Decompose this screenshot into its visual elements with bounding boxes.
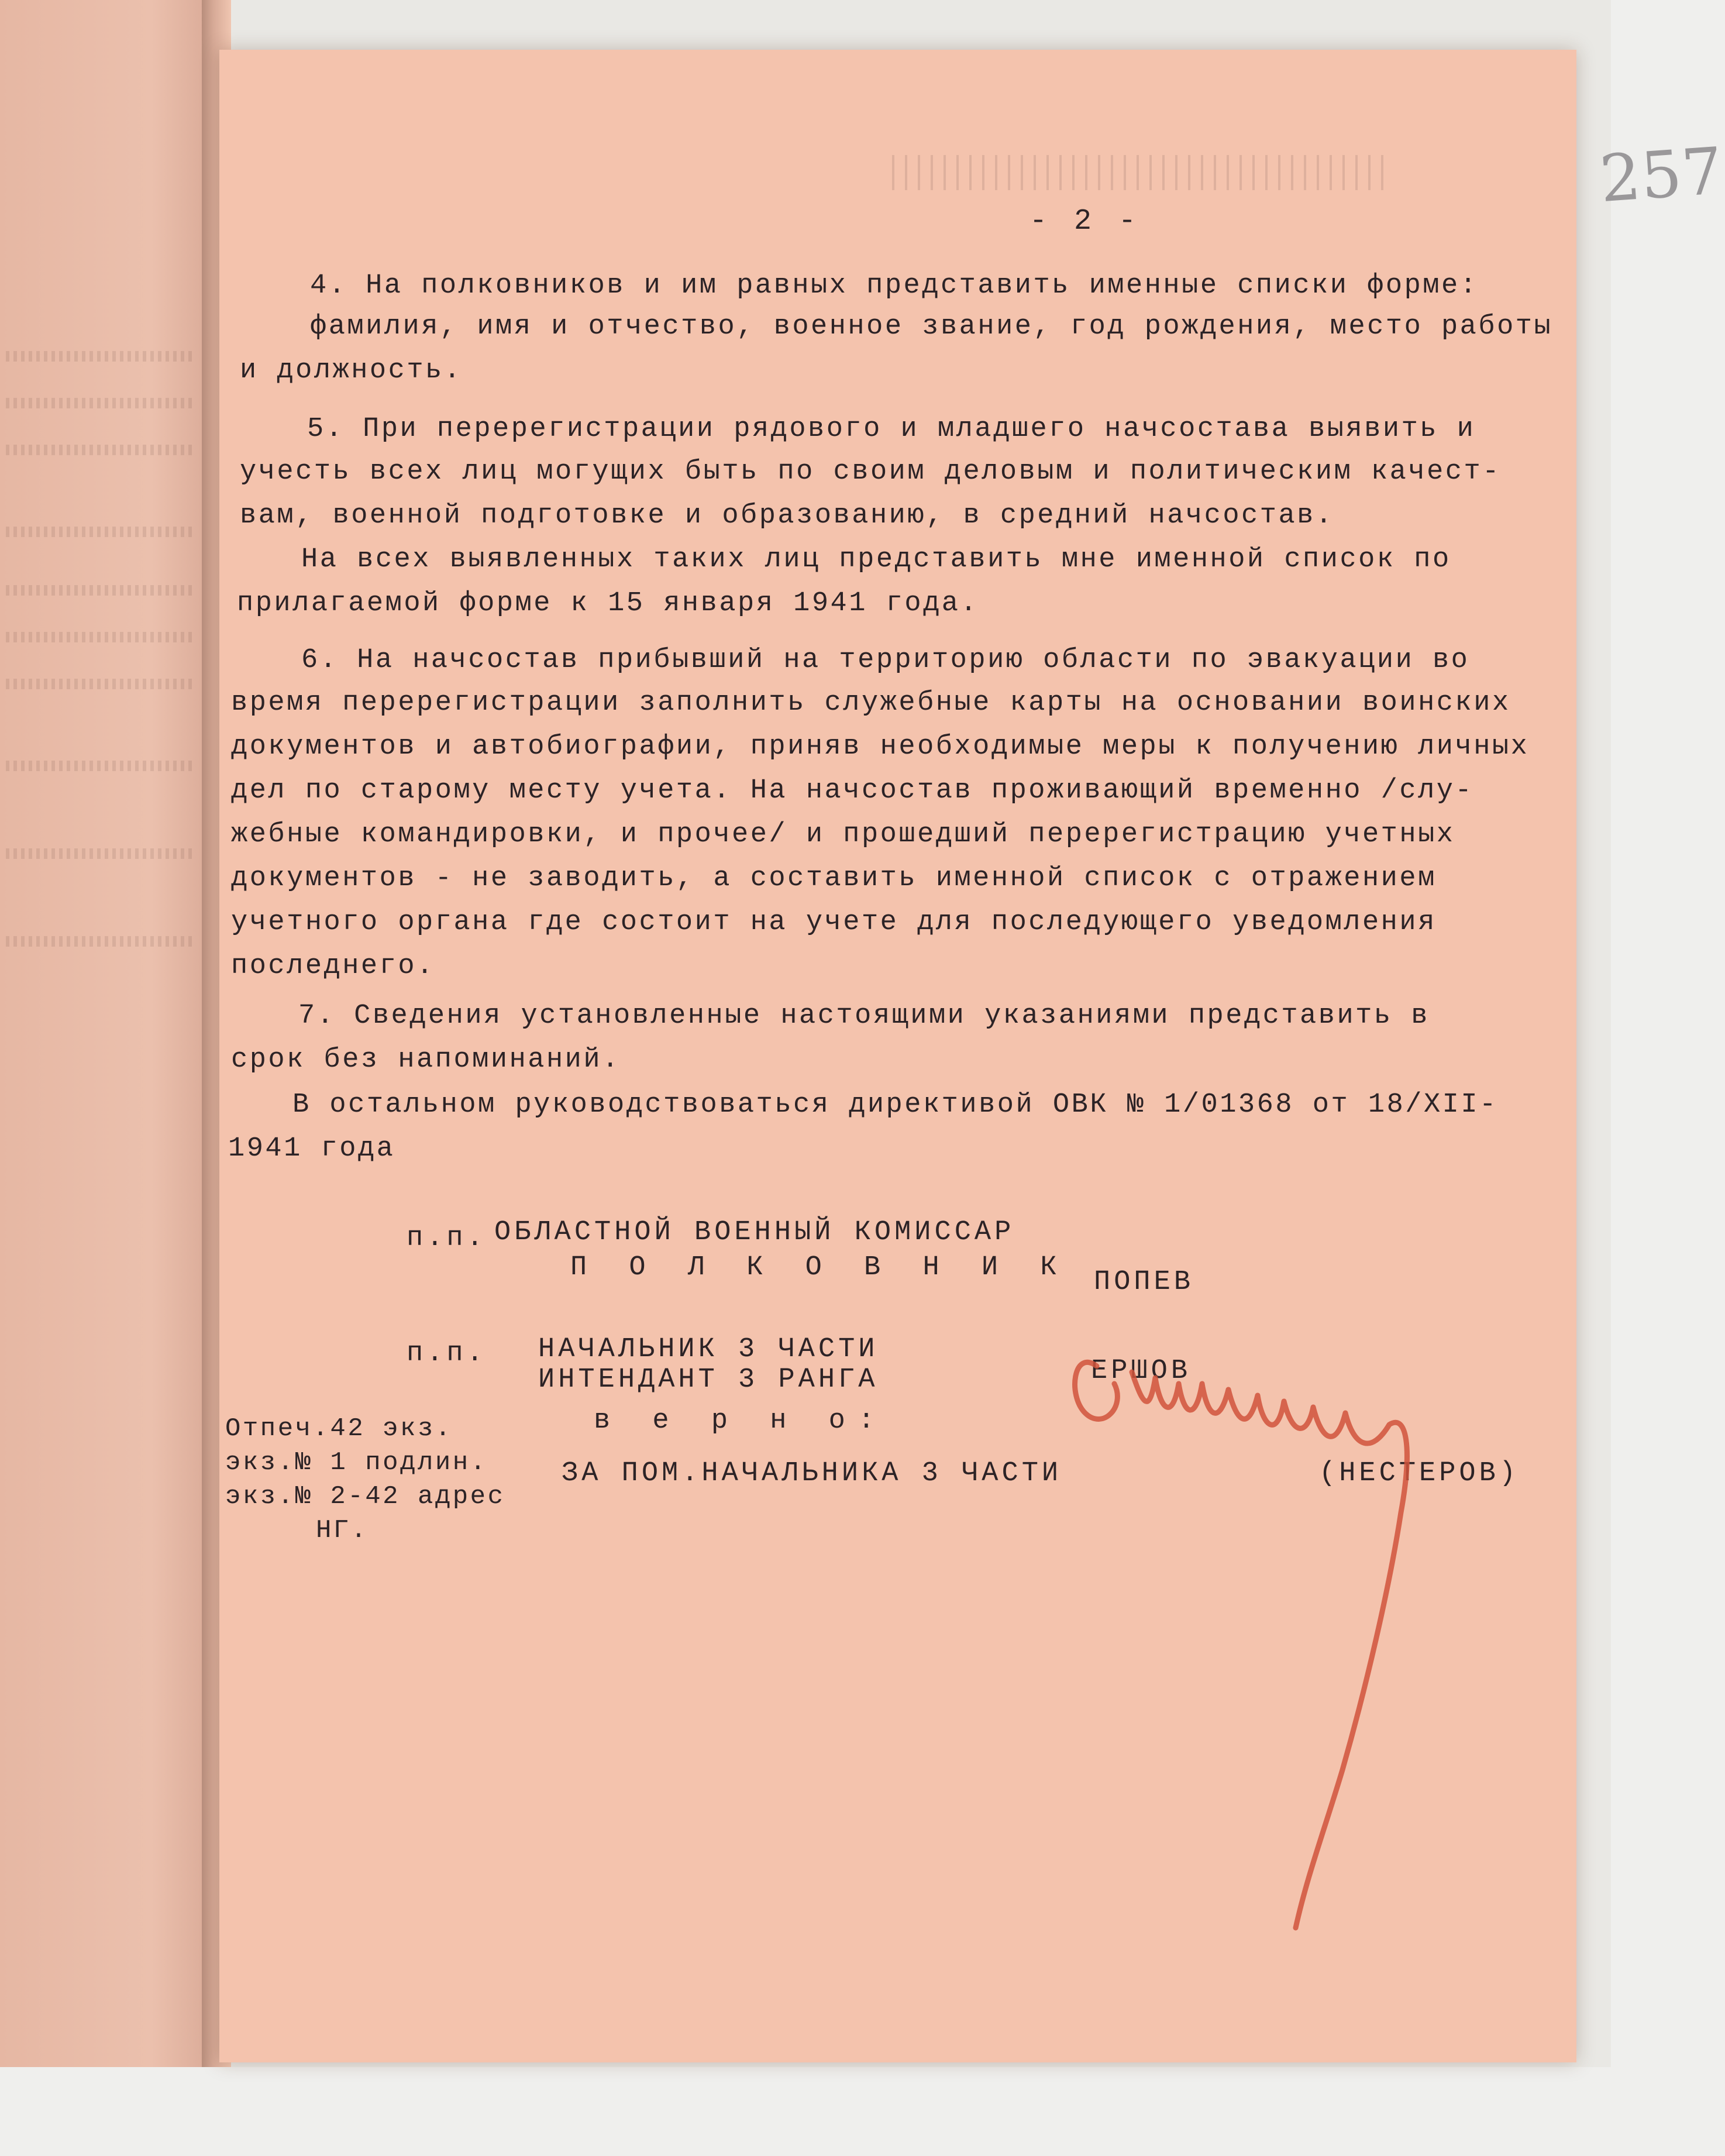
distribution-line: Отпеч.42 экз. <box>225 1414 453 1443</box>
text-line: фамилия, имя и отчество, военное звание, год рождения, место работы <box>310 311 1553 342</box>
text-line: документов - не заводить, а составить именной список с отражением <box>231 863 1437 894</box>
signatory-name: ЕРШОВ <box>1091 1356 1192 1387</box>
bleed-through-text <box>6 632 193 642</box>
signature-prefix: п.п. <box>407 1223 487 1254</box>
text-line: прилагаемой форме к 15 января 1941 года. <box>237 588 979 619</box>
verno-label: в е р н о: <box>594 1405 888 1436</box>
text-line: 7. Сведения установленные настоящими указаниями представить в <box>298 1000 1430 1031</box>
bleed-through-text <box>6 398 193 408</box>
signatory-name: ПОПЕВ <box>1094 1267 1194 1298</box>
distribution-line: НГ. <box>316 1516 369 1545</box>
distribution-line: экз.№ 2-42 адрес <box>225 1482 505 1511</box>
text-line: документов и автобиографии, приняв необходимые меры к получению личных <box>231 731 1530 762</box>
text-line: В остальном руководствоваться директивой ОВК № 1/01368 от 18/XII- <box>292 1089 1498 1120</box>
text-line: учесть всех лиц могущих быть по своим деловым и политическим качест- <box>240 456 1501 487</box>
perforation-marks <box>892 155 1389 190</box>
signatory-title: НАЧАЛЬНИК 3 ЧАСТИ <box>538 1334 879 1365</box>
page-number: - 2 - <box>1030 205 1141 238</box>
bleed-through-text <box>6 848 193 859</box>
text-line: На всех выявленных таких лиц представить мне именной список по <box>301 544 1451 575</box>
text-line: и должность. <box>240 355 463 386</box>
text-line: учетного органа где состоит на учете для последующего уведомления <box>231 907 1437 938</box>
text-line: вам, военной подготовке и образованию, в средний начсостав. <box>240 500 1334 531</box>
text-line: 5. При перерегистрации рядового и младшего начсостава выявить и <box>307 414 1476 445</box>
text-line: 1941 года <box>228 1133 395 1164</box>
text-line: последнего. <box>231 951 435 982</box>
signatory-rank: ИНТЕНДАНТ 3 РАНГА <box>538 1364 879 1395</box>
bleed-through-text <box>6 585 193 596</box>
document-page <box>219 50 1725 2062</box>
signatory-name: (НЕСТЕРОВ) <box>1319 1458 1520 1489</box>
adjacent-page <box>0 0 216 2067</box>
signatory-title: ОБЛАСТНОЙ ВОЕННЫЙ КОМИССАР <box>494 1217 1015 1248</box>
text-line: срок без напоминаний. <box>231 1044 621 1075</box>
bleed-through-text <box>6 527 193 537</box>
signatory-rank: П О Л К О В Н И К <box>570 1252 1070 1283</box>
bleed-through-text <box>6 445 193 455</box>
bleed-through-text <box>6 351 193 362</box>
bleed-through-text <box>6 679 193 689</box>
text-line: 6. На начсостав прибывший на территорию области по эвакуации во <box>301 645 1470 676</box>
text-line: 4. На полковников и им равных представить именные списки форме: <box>310 270 1479 301</box>
text-line: время перерегистрации заполнить служебные карты на основании воинских <box>231 687 1511 718</box>
text-line: жебные командировки, и прочее/ и прошедший перерегистрацию учетных <box>231 819 1455 850</box>
handwritten-signature <box>1062 1313 1518 2156</box>
archive-page-number: 257 <box>1597 133 1725 217</box>
bleed-through-text <box>6 761 193 771</box>
distribution-line: экз.№ 1 подлин. <box>225 1448 488 1477</box>
bleed-through-text <box>6 936 193 947</box>
signatory-title: ЗА ПОМ.НАЧАЛЬНИКА 3 ЧАСТИ <box>562 1458 1062 1489</box>
text-line: дел по старому месту учета. На начсостав проживающий временно /слу- <box>231 775 1474 806</box>
signature-prefix: п.п. <box>407 1338 487 1369</box>
